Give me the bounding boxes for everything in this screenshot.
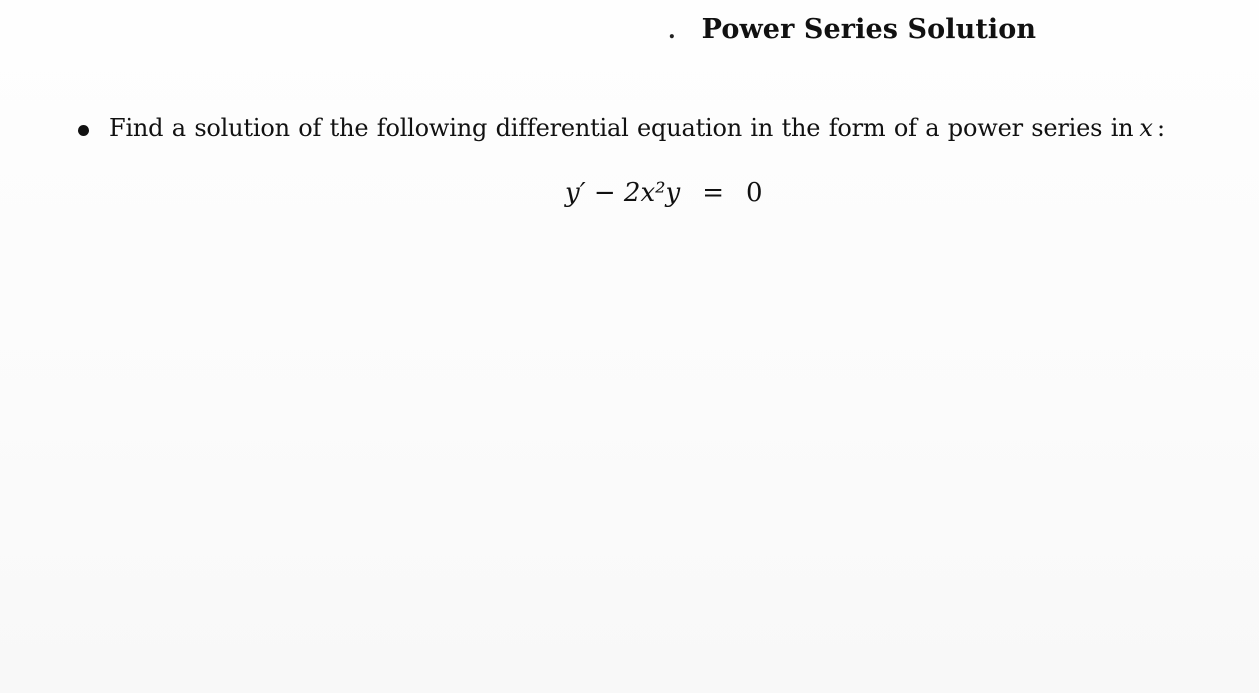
equation-rhs: 0 xyxy=(746,178,763,208)
equation-lhs: y′ − 2x²y xyxy=(565,178,681,208)
problem-variable: x xyxy=(1139,114,1153,142)
heading-title: Power Series Solution xyxy=(701,14,1037,45)
problem-colon: : xyxy=(1156,114,1166,142)
section-heading xyxy=(668,14,1036,45)
differential-equation xyxy=(565,178,763,208)
problem-item xyxy=(78,114,1165,142)
bullet-icon xyxy=(78,125,89,136)
heading-marker: . xyxy=(668,18,676,44)
problem-statement: Find a solution of the following differential equation in the form of a power series in xyxy=(109,114,1134,142)
equation-relation: = xyxy=(702,178,725,208)
